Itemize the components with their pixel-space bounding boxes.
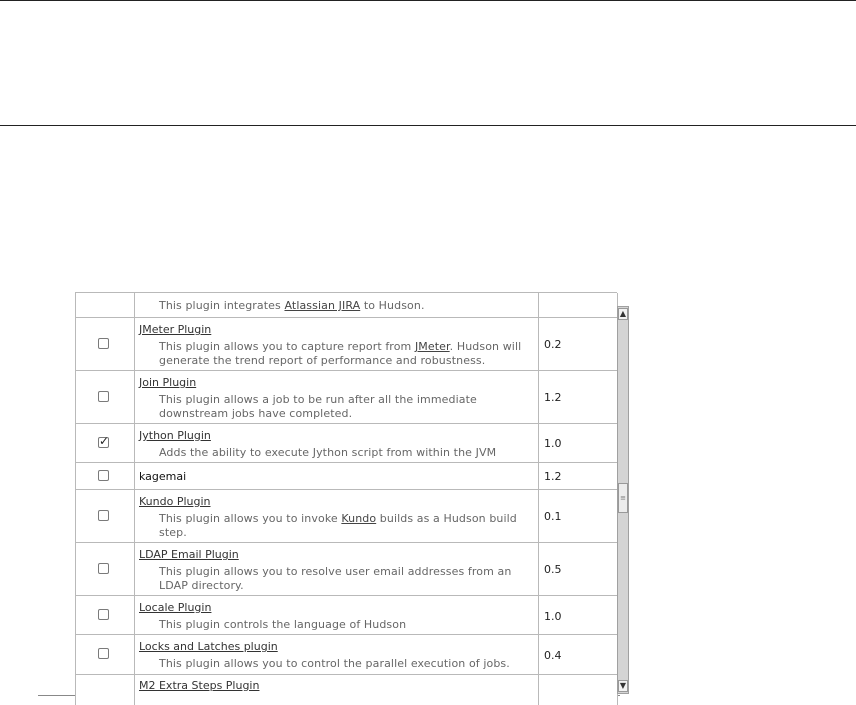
plugin-row-jython bbox=[75, 423, 617, 463]
plugin-row-locale bbox=[75, 595, 617, 635]
plugin-description: This plugin controls the language of Hudson bbox=[159, 618, 407, 631]
top-divider bbox=[0, 0, 856, 1]
plugin-description: This plugin integrates Atlassian JIRA to Hudson. bbox=[159, 299, 425, 312]
scroll-down-arrow-icon[interactable]: ▼ bbox=[619, 681, 627, 690]
scrollbar-thumb[interactable]: ≡ bbox=[618, 483, 628, 513]
header-divider bbox=[0, 125, 856, 126]
plugin-row-kundo bbox=[75, 489, 617, 543]
install-checkbox-ldap-email[interactable] bbox=[98, 563, 109, 574]
plugin-description: Adds the ability to execute Jython script from within the JVM bbox=[159, 446, 497, 459]
plugin-name-kagemai: kagemai bbox=[139, 470, 187, 483]
jmeter-link[interactable]: JMeter bbox=[414, 340, 450, 353]
plugin-row-kagemai bbox=[75, 462, 617, 490]
plugin-link-jython[interactable]: Jython Plugin bbox=[139, 429, 211, 442]
plugin-version: 1.2 bbox=[544, 391, 562, 404]
plugin-row-jmeter bbox=[75, 317, 617, 371]
plugin-version: 0.2 bbox=[544, 338, 562, 351]
plugin-version: 1.0 bbox=[544, 437, 562, 450]
install-checkbox-kagemai[interactable] bbox=[98, 470, 109, 481]
plugin-row-join bbox=[75, 370, 617, 424]
plugin-version: 0.4 bbox=[544, 649, 562, 662]
plugin-description: This plugin allows you to invoke Kundo builds as a Hudson build step. bbox=[159, 512, 517, 539]
plugin-version: 1.0 bbox=[544, 610, 562, 623]
plugin-link-locale[interactable]: Locale Plugin bbox=[139, 601, 212, 614]
install-checkbox-kundo[interactable] bbox=[98, 510, 109, 521]
install-checkbox-locale[interactable] bbox=[98, 609, 109, 620]
install-checkbox-locks-latches[interactable] bbox=[98, 648, 109, 659]
plugin-row-locks-latches bbox=[75, 634, 617, 675]
plugin-link-join[interactable]: Join Plugin bbox=[139, 376, 197, 389]
install-checkbox-jython[interactable] bbox=[98, 437, 109, 448]
plugin-list-panel bbox=[38, 299, 630, 697]
plugin-description: This plugin allows you to control the parallel execution of jobs. bbox=[159, 657, 510, 670]
plugin-link-m2-extra-steps[interactable]: M2 Extra Steps Plugin bbox=[139, 679, 260, 692]
scroll-up-arrow-icon[interactable]: ▲ bbox=[619, 309, 627, 318]
plugin-link-ldap-email[interactable]: LDAP Email Plugin bbox=[139, 548, 239, 561]
plugin-version: 0.5 bbox=[544, 563, 562, 576]
plugin-link-jmeter[interactable]: JMeter Plugin bbox=[139, 323, 212, 336]
plugin-link-kundo[interactable]: Kundo Plugin bbox=[139, 495, 211, 508]
plugin-link-locks-latches[interactable]: Locks and Latches plugin bbox=[139, 640, 278, 653]
plugin-row-ldap-email bbox=[75, 542, 617, 596]
plugin-version: 1.2 bbox=[544, 470, 562, 483]
vertical-scrollbar[interactable] bbox=[617, 306, 629, 694]
install-checkbox-join[interactable] bbox=[98, 391, 109, 402]
plugin-row-m2-extra-steps bbox=[75, 674, 617, 705]
plugin-row-jira bbox=[75, 292, 617, 319]
plugin-version: 0.1 bbox=[544, 510, 562, 523]
plugin-description: This plugin allows you to resolve user email addresses from an LDAP directory. bbox=[159, 565, 512, 592]
jira-link[interactable]: Atlassian JIRA bbox=[284, 299, 361, 312]
plugin-description: This plugin allows a job to be run after all the immediate downstream jobs have completed. bbox=[159, 393, 477, 420]
plugin-description: This plugin allows you to capture report from JMeter. Hudson will generate the trend report of performance and robustness. bbox=[159, 340, 522, 367]
install-checkbox-jmeter[interactable] bbox=[98, 338, 109, 349]
kundo-link[interactable]: Kundo bbox=[341, 512, 377, 525]
